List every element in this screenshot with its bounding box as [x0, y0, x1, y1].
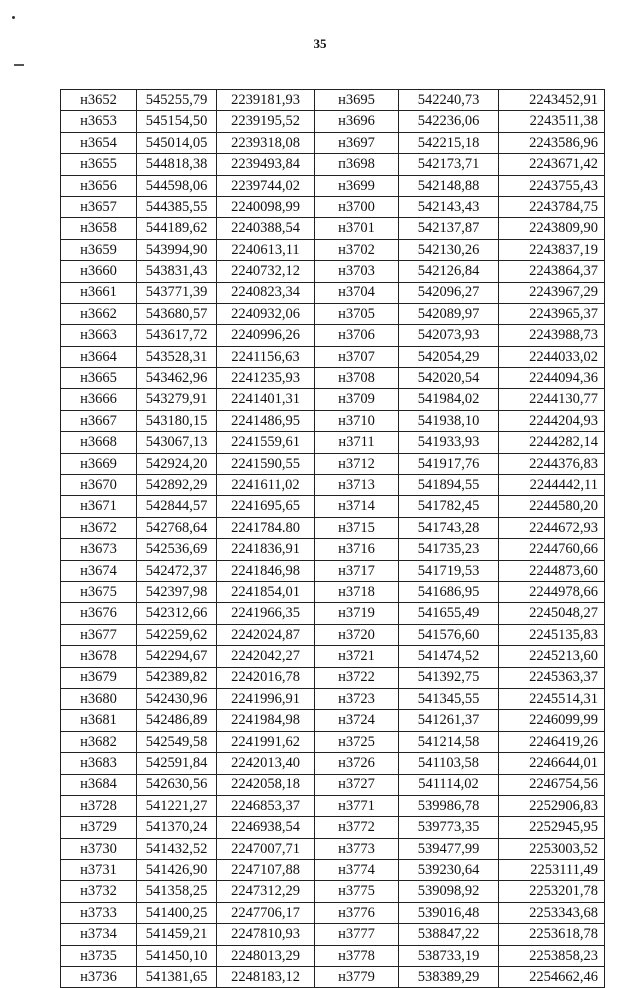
x-right: 541474,52: [399, 646, 499, 667]
x-right: 541782,45: [399, 496, 499, 517]
y-right: 2246644,01: [499, 753, 605, 774]
y-right: 2253111,49: [499, 860, 605, 881]
point-id-left: н3678: [61, 646, 137, 667]
point-id-right: н3723: [315, 688, 399, 709]
table-row: [61, 646, 605, 667]
x-right: 542089,97: [399, 303, 499, 324]
y-left: 2246853,37: [217, 795, 315, 816]
x-right: 542137,87: [399, 218, 499, 239]
table-row: [61, 753, 605, 774]
y-right: 2244442,11: [499, 475, 605, 496]
point-id-right: н3726: [315, 753, 399, 774]
table-row: [61, 218, 605, 239]
coordinates-table-body: [61, 90, 605, 988]
point-id-right: н3719: [315, 603, 399, 624]
point-id-left: н3665: [61, 368, 137, 389]
table-row: [61, 539, 605, 560]
scan-dot: [12, 16, 15, 19]
x-left: 542294,67: [137, 646, 217, 667]
scan-dash: [14, 64, 24, 66]
point-id-right: н3701: [315, 218, 399, 239]
x-right: 541345,55: [399, 688, 499, 709]
x-left: 542389,82: [137, 667, 217, 688]
x-right: 538847,22: [399, 924, 499, 945]
x-right: 541114,02: [399, 774, 499, 795]
y-right: 2245213,60: [499, 646, 605, 667]
x-left: 543831,43: [137, 261, 217, 282]
y-right: 2243511,38: [499, 111, 605, 132]
point-id-right: н3776: [315, 902, 399, 923]
point-id-right: н3697: [315, 132, 399, 153]
point-id-left: н3669: [61, 453, 137, 474]
y-left: 2240613,11: [217, 239, 315, 260]
table-row: [61, 902, 605, 923]
point-id-right: н3711: [315, 432, 399, 453]
y-left: 2240932,06: [217, 303, 315, 324]
x-right: 539986,78: [399, 795, 499, 816]
table-row: [61, 132, 605, 153]
y-left: 2247312,29: [217, 881, 315, 902]
y-right: 2244978,66: [499, 581, 605, 602]
y-right: 2246099,99: [499, 710, 605, 731]
point-id-right: н3773: [315, 838, 399, 859]
point-id-right: н3722: [315, 667, 399, 688]
x-left: 544189,62: [137, 218, 217, 239]
y-right: 2244204,93: [499, 410, 605, 431]
point-id-left: н3675: [61, 581, 137, 602]
y-right: 2253618,78: [499, 924, 605, 945]
y-left: 2239195,52: [217, 111, 315, 132]
y-right: 2243452,91: [499, 90, 605, 111]
x-left: 541381,65: [137, 967, 217, 988]
y-left: 2241846,98: [217, 560, 315, 581]
x-right: 541917,76: [399, 453, 499, 474]
point-id-left: н3736: [61, 967, 137, 988]
table-row: [61, 688, 605, 709]
y-right: 2244033,02: [499, 346, 605, 367]
table-row: [61, 432, 605, 453]
table-row: [61, 667, 605, 688]
x-right: 541735,23: [399, 539, 499, 560]
y-left: 2242016,78: [217, 667, 315, 688]
point-id-right: н3720: [315, 624, 399, 645]
x-left: 541370,24: [137, 817, 217, 838]
point-id-right: н3695: [315, 90, 399, 111]
x-left: 543279,91: [137, 389, 217, 410]
y-right: 2243671,42: [499, 154, 605, 175]
point-id-left: н3731: [61, 860, 137, 881]
table-row: [61, 496, 605, 517]
y-right: 2243988,73: [499, 325, 605, 346]
table-row: [61, 560, 605, 581]
x-left: 541459,21: [137, 924, 217, 945]
y-right: 2245135,83: [499, 624, 605, 645]
y-right: 2243967,29: [499, 282, 605, 303]
table-row: [61, 196, 605, 217]
table-row: [61, 111, 605, 132]
x-right: 541743,28: [399, 517, 499, 538]
point-id-left: н3684: [61, 774, 137, 795]
point-id-left: н3655: [61, 154, 137, 175]
point-id-right: н3713: [315, 475, 399, 496]
point-id-left: н3734: [61, 924, 137, 945]
y-right: 2244130,77: [499, 389, 605, 410]
x-left: 544818,38: [137, 154, 217, 175]
point-id-left: н3676: [61, 603, 137, 624]
point-id-right: н3721: [315, 646, 399, 667]
y-right: 2246419,26: [499, 731, 605, 752]
y-left: 2241486,95: [217, 410, 315, 431]
table-row: [61, 860, 605, 881]
table-row: [61, 624, 605, 645]
table-row: [61, 261, 605, 282]
x-left: 542844,57: [137, 496, 217, 517]
x-right: 539773,35: [399, 817, 499, 838]
y-right: 2246754,56: [499, 774, 605, 795]
x-left: 541358,25: [137, 881, 217, 902]
x-left: 542430,96: [137, 688, 217, 709]
table-row: [61, 881, 605, 902]
x-left: 545014,05: [137, 132, 217, 153]
point-id-left: н3677: [61, 624, 137, 645]
point-id-right: н3705: [315, 303, 399, 324]
x-left: 543617,72: [137, 325, 217, 346]
point-id-left: н3680: [61, 688, 137, 709]
table-row: [61, 731, 605, 752]
y-right: 2244873,60: [499, 560, 605, 581]
point-id-right: н3772: [315, 817, 399, 838]
table-row: [61, 817, 605, 838]
x-left: 541432,52: [137, 838, 217, 859]
x-right: 539230,64: [399, 860, 499, 881]
point-id-left: н3656: [61, 175, 137, 196]
y-left: 2247810,93: [217, 924, 315, 945]
x-right: 541261,37: [399, 710, 499, 731]
x-right: 542148,88: [399, 175, 499, 196]
point-id-left: н3658: [61, 218, 137, 239]
table-row: [61, 795, 605, 816]
point-id-right: н3718: [315, 581, 399, 602]
y-right: 2244094,36: [499, 368, 605, 389]
point-id-right: н3716: [315, 539, 399, 560]
y-left: 2241156,63: [217, 346, 315, 367]
point-id-left: н3733: [61, 902, 137, 923]
y-right: 2243809,90: [499, 218, 605, 239]
x-left: 543462,96: [137, 368, 217, 389]
table-row: [61, 368, 605, 389]
point-id-right: н3714: [315, 496, 399, 517]
x-right: 541894,55: [399, 475, 499, 496]
x-left: 543067,13: [137, 432, 217, 453]
table-row: [61, 838, 605, 859]
point-id-right: н3710: [315, 410, 399, 431]
x-left: 542549,58: [137, 731, 217, 752]
table-row: [61, 90, 605, 111]
x-right: 542143,43: [399, 196, 499, 217]
x-right: 542215,18: [399, 132, 499, 153]
point-id-left: н3732: [61, 881, 137, 902]
x-left: 542486,89: [137, 710, 217, 731]
x-left: 542892,29: [137, 475, 217, 496]
x-left: 544385,55: [137, 196, 217, 217]
x-left: 541400,25: [137, 902, 217, 923]
y-left: 2241984,98: [217, 710, 315, 731]
table-row: [61, 517, 605, 538]
y-left: 2240098,99: [217, 196, 315, 217]
y-left: 2241235,93: [217, 368, 315, 389]
x-left: 542768,64: [137, 517, 217, 538]
point-id-left: н3662: [61, 303, 137, 324]
x-right: 542236,06: [399, 111, 499, 132]
point-id-left: н3728: [61, 795, 137, 816]
point-id-left: н3666: [61, 389, 137, 410]
y-right: 2243755,43: [499, 175, 605, 196]
x-left: 541221,27: [137, 795, 217, 816]
point-id-left: н3667: [61, 410, 137, 431]
table-row: [61, 945, 605, 966]
table-row: [61, 239, 605, 260]
point-id-left: н3729: [61, 817, 137, 838]
y-right: 2243784,75: [499, 196, 605, 217]
x-right: 541686,95: [399, 581, 499, 602]
y-right: 2253003,52: [499, 838, 605, 859]
y-right: 2244376,83: [499, 453, 605, 474]
y-left: 2248013,29: [217, 945, 315, 966]
point-id-right: н3703: [315, 261, 399, 282]
y-right: 2254662,46: [499, 967, 605, 988]
x-left: 542259,62: [137, 624, 217, 645]
y-left: 2239493,84: [217, 154, 315, 175]
point-id-right: н3708: [315, 368, 399, 389]
y-left: 2241611,02: [217, 475, 315, 496]
y-right: 2244760,66: [499, 539, 605, 560]
table-row: [61, 774, 605, 795]
y-right: 2253201,78: [499, 881, 605, 902]
table-row: [61, 410, 605, 431]
x-right: 542054,29: [399, 346, 499, 367]
point-id-right: н3712: [315, 453, 399, 474]
point-id-right: н3717: [315, 560, 399, 581]
y-right: 2245514,31: [499, 688, 605, 709]
x-right: 541984,02: [399, 389, 499, 410]
point-id-right: н3707: [315, 346, 399, 367]
y-left: 2241966,35: [217, 603, 315, 624]
point-id-right: н3779: [315, 967, 399, 988]
y-left: 2247007,71: [217, 838, 315, 859]
x-right: 542126,84: [399, 261, 499, 282]
page-number: 35: [313, 36, 327, 51]
y-right: 2244672,93: [499, 517, 605, 538]
y-left: 2239181,93: [217, 90, 315, 111]
table-row: [61, 475, 605, 496]
point-id-left: н3668: [61, 432, 137, 453]
x-left: 543771,39: [137, 282, 217, 303]
coordinates-table: [60, 89, 605, 988]
y-left: 2241836,91: [217, 539, 315, 560]
table-row: [61, 282, 605, 303]
y-left: 2241695,65: [217, 496, 315, 517]
y-left: 2241559,61: [217, 432, 315, 453]
table-row: [61, 175, 605, 196]
x-left: 545154,50: [137, 111, 217, 132]
y-left: 2241784.80: [217, 517, 315, 538]
point-id-left: н3730: [61, 838, 137, 859]
point-id-left: н3652: [61, 90, 137, 111]
y-left: 2242024,87: [217, 624, 315, 645]
point-id-left: н3657: [61, 196, 137, 217]
x-left: 543680,57: [137, 303, 217, 324]
x-right: 542020,54: [399, 368, 499, 389]
x-right: 539016,48: [399, 902, 499, 923]
point-id-left: н3682: [61, 731, 137, 752]
point-id-right: н3700: [315, 196, 399, 217]
point-id-right: н3725: [315, 731, 399, 752]
x-right: 541103,58: [399, 753, 499, 774]
point-id-left: н3654: [61, 132, 137, 153]
point-id-right: н3702: [315, 239, 399, 260]
point-id-left: н3679: [61, 667, 137, 688]
x-right: 542130,26: [399, 239, 499, 260]
y-right: 2253343,68: [499, 902, 605, 923]
x-right: 541933,93: [399, 432, 499, 453]
point-id-right: н3704: [315, 282, 399, 303]
y-right: 2244282,14: [499, 432, 605, 453]
y-left: 2247107,88: [217, 860, 315, 881]
y-left: 2241854,01: [217, 581, 315, 602]
point-id-left: н3661: [61, 282, 137, 303]
table-row: [61, 581, 605, 602]
y-left: 2247706,17: [217, 902, 315, 923]
y-right: 2245048,27: [499, 603, 605, 624]
x-left: 543528,31: [137, 346, 217, 367]
point-id-left: н3674: [61, 560, 137, 581]
point-id-left: н3660: [61, 261, 137, 282]
point-id-right: п3698: [315, 154, 399, 175]
x-right: 541719,53: [399, 560, 499, 581]
point-id-left: н3664: [61, 346, 137, 367]
x-right: 542240,73: [399, 90, 499, 111]
y-right: 2244580,20: [499, 496, 605, 517]
point-id-left: н3663: [61, 325, 137, 346]
point-id-right: н3715: [315, 517, 399, 538]
x-right: 541576,60: [399, 624, 499, 645]
y-left: 2241991,62: [217, 731, 315, 752]
x-right: 541392,75: [399, 667, 499, 688]
x-left: 541426,90: [137, 860, 217, 881]
point-id-left: н3671: [61, 496, 137, 517]
x-right: 538389,29: [399, 967, 499, 988]
y-left: 2240823,34: [217, 282, 315, 303]
point-id-left: н3673: [61, 539, 137, 560]
point-id-right: н3778: [315, 945, 399, 966]
y-left: 2242013,40: [217, 753, 315, 774]
x-right: 538733,19: [399, 945, 499, 966]
point-id-right: н3775: [315, 881, 399, 902]
y-right: 2243965,37: [499, 303, 605, 324]
x-left: 541450,10: [137, 945, 217, 966]
x-left: 544598,06: [137, 175, 217, 196]
y-right: 2243586,96: [499, 132, 605, 153]
table-row: [61, 325, 605, 346]
y-left: 2240732,12: [217, 261, 315, 282]
y-left: 2241996,91: [217, 688, 315, 709]
point-id-left: н3659: [61, 239, 137, 260]
x-right: 541214,58: [399, 731, 499, 752]
y-right: 2253858,23: [499, 945, 605, 966]
x-right: 539477,99: [399, 838, 499, 859]
point-id-left: н3672: [61, 517, 137, 538]
point-id-right: н3696: [315, 111, 399, 132]
point-id-right: н3709: [315, 389, 399, 410]
table-row: [61, 967, 605, 988]
table-row: [61, 389, 605, 410]
x-right: 541655,49: [399, 603, 499, 624]
x-left: 542591,84: [137, 753, 217, 774]
x-left: 542924,20: [137, 453, 217, 474]
x-left: 542397,98: [137, 581, 217, 602]
y-right: 2252906,83: [499, 795, 605, 816]
x-left: 542630,56: [137, 774, 217, 795]
point-id-right: н3706: [315, 325, 399, 346]
point-id-left: н3681: [61, 710, 137, 731]
y-left: 2241590,55: [217, 453, 315, 474]
table-row: [61, 154, 605, 175]
table-row: [61, 710, 605, 731]
point-id-right: н3699: [315, 175, 399, 196]
point-id-right: н3727: [315, 774, 399, 795]
y-left: 2240388,54: [217, 218, 315, 239]
y-left: 2240996,26: [217, 325, 315, 346]
y-right: 2245363,37: [499, 667, 605, 688]
y-left: 2246938,54: [217, 817, 315, 838]
y-left: 2239318,08: [217, 132, 315, 153]
x-left: 542312,66: [137, 603, 217, 624]
point-id-right: н3777: [315, 924, 399, 945]
point-id-right: н3724: [315, 710, 399, 731]
point-id-left: н3683: [61, 753, 137, 774]
x-right: 542173,71: [399, 154, 499, 175]
table-row: [61, 453, 605, 474]
x-left: 542472,37: [137, 560, 217, 581]
point-id-left: н3735: [61, 945, 137, 966]
table-row: [61, 924, 605, 945]
table-row: [61, 346, 605, 367]
point-id-left: н3670: [61, 475, 137, 496]
point-id-left: н3653: [61, 111, 137, 132]
x-left: 543180,15: [137, 410, 217, 431]
y-left: 2248183,12: [217, 967, 315, 988]
y-right: 2243837,19: [499, 239, 605, 260]
y-left: 2241401,31: [217, 389, 315, 410]
table-row: [61, 303, 605, 324]
y-right: 2252945,95: [499, 817, 605, 838]
x-left: 545255,79: [137, 90, 217, 111]
x-left: 542536,69: [137, 539, 217, 560]
x-left: 543994,90: [137, 239, 217, 260]
y-left: 2242058,18: [217, 774, 315, 795]
x-right: 542073,93: [399, 325, 499, 346]
y-left: 2239744,02: [217, 175, 315, 196]
x-right: 539098,92: [399, 881, 499, 902]
x-right: 542096,27: [399, 282, 499, 303]
table-row: [61, 603, 605, 624]
y-right: 2243864,37: [499, 261, 605, 282]
point-id-right: н3774: [315, 860, 399, 881]
point-id-right: н3771: [315, 795, 399, 816]
x-right: 541938,10: [399, 410, 499, 431]
y-left: 2242042,27: [217, 646, 315, 667]
